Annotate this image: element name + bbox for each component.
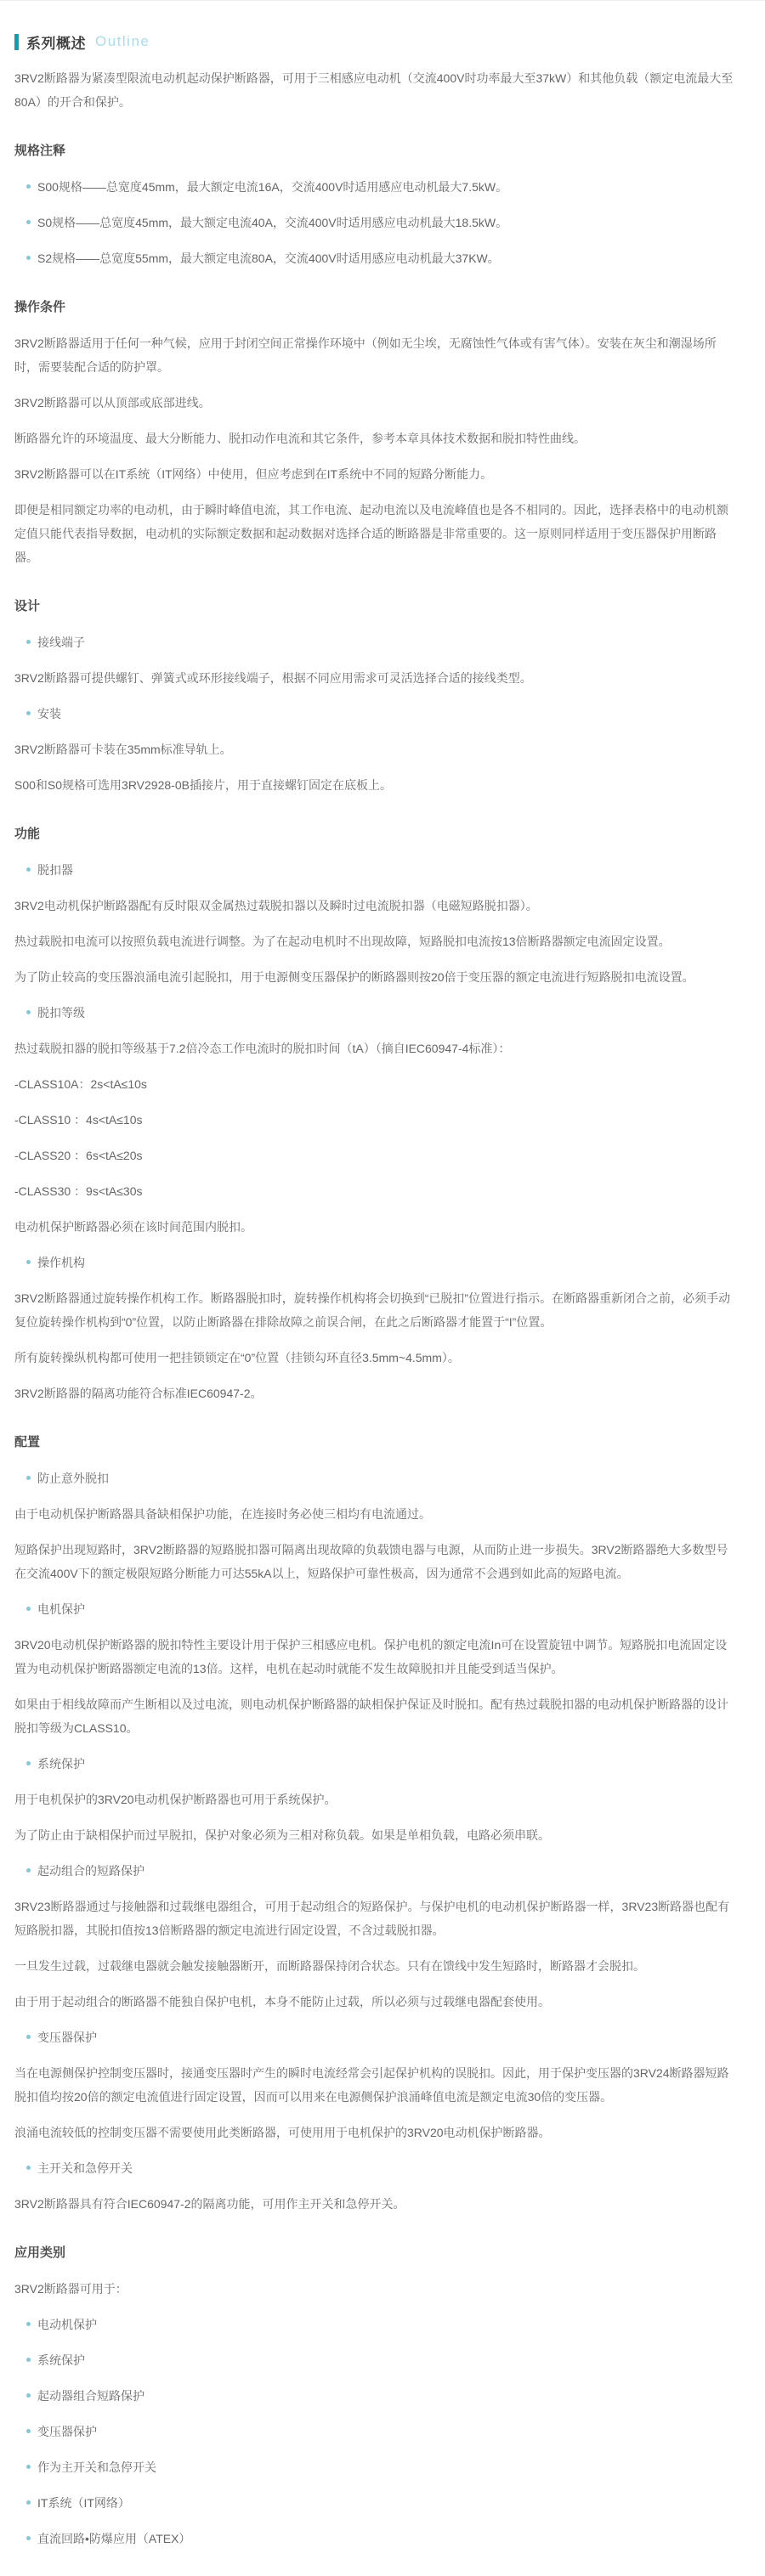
bullet-label: 直流回路•防爆应用（ATEX） (37, 2532, 191, 2545)
bullet-dot-icon (26, 184, 31, 189)
bullet-dot-icon (26, 2536, 31, 2540)
bullet-label: 接线端子 (37, 636, 85, 649)
paragraph: 用于电机保护的3RV20电动机保护断路器也可用于系统保护。 (14, 1793, 337, 1806)
bullet-item (14, 2420, 736, 2443)
section-heading: 应用类别 (14, 2246, 66, 2260)
bullet-dot-icon (26, 2393, 31, 2398)
paragraph: 3RV2电动机保护断路器配有反时限双金属热过载脱扣器以及瞬时过电流脱扣器（电磁短路脱扣器）。 (14, 899, 538, 912)
paragraph: 3RV20电动机保护断路器的脱扣特性主要设计用于保护三相感应电机。保护电机的额定电流In可在设置旋钮中调节。短路脱扣电流固定设置为电动机保护断路器额定电流的13倍。这样，电机在起动时就能不发生故障脱扣并且能受到适当保护。 (14, 1638, 728, 1675)
bullet-dot-icon (26, 640, 31, 644)
bullet-dot-icon (26, 256, 31, 260)
bullet-item (14, 2348, 736, 2372)
paragraph: -CLASS20 ：6s<tA≤20s (14, 1149, 143, 1162)
paragraph: 短路保护出现短路时，3RV2断路器的短路脱扣器可隔离出现故障的负载馈电器与电源，从而防止进一步损失。3RV2断路器绝大多数型号在交流400V下的额定极限短路分断能力可达55kA以上，短路保护可靠性极高，因为通常不会遇到如此高的短路电流。 (14, 1543, 728, 1580)
bullet-dot-icon (26, 1010, 31, 1014)
paragraph: 3RV2断路器可以从顶部或底部进线。 (14, 396, 211, 410)
bullet-item (14, 2491, 736, 2515)
section-heading: 操作条件 (14, 300, 66, 314)
bullet-label: S00规格——总宽度45mm，最大额定电流16A，交流400V时适用感应电动机最大7.5kW。 (37, 180, 508, 194)
paragraph: 一旦发生过载，过载继电器就会触发接触器断开，而断路器保持闭合状态。只有在馈线中发生短路时，断路器才会脱扣。 (14, 1959, 645, 1973)
bullet-label: S2规格——总宽度55mm，最大额定电流80A，交流400V时适用感应电动机最大37KW。 (37, 251, 500, 265)
accent-bar (14, 34, 19, 50)
paragraph: 3RV23断路器通过与接触器和过载继电器组合，可用于起动组合的短路保护。与保护电机的电动机保护断路器一样，3RV23断路器也配有短路脱扣器，其脱扣值按13倍断路器的额定电流进行固定设置，不含过载脱扣器。 (14, 1900, 730, 1937)
bullet-label: 脱扣等级 (37, 1006, 85, 1020)
paragraph: 即便是相同额定功率的电动机，由于瞬时峰值电流，其工作电流、起动电流以及电流峰值也是各不相同的。因此，选择表格中的电动机额定值只能代表指导数据，电动机的实际额定数据和起动数据对选择合适的断路器是非常重要的。这一原则同样适用于变压器保护用断路器。 (14, 503, 728, 564)
bullet-dot-icon (26, 2166, 31, 2170)
bullet-dot-icon (26, 1761, 31, 1765)
bullet-item (14, 2156, 736, 2180)
paragraph: 热过载脱扣电流可以按照负载电流进行调整。为了在起动电机时不出现故障，短路脱扣电流按13倍断路器额定电流固定设置。 (14, 935, 671, 948)
paragraph: 如果由于相线故障而产生断相以及过电流，则电动机保护断路器的缺相保护保证及时脱扣。配有热过载脱扣器的电动机保护断路器的设计脱扣等级为CLASS10。 (14, 1698, 728, 1735)
paragraph: 3RV2断路器通过旋转操作机构工作。断路器脱扣时，旋转操作机构将会切换到“已脱扣”位置进行指示。在断路器重新闭合之前，必须手动复位旋转操作机构到“0”位置，以防止断路器在排除故障之前误合闸，在此之后断路器才能置于“I”位置。 (14, 1291, 731, 1329)
paragraph: 3RV2断路器适用于任何一种气候，应用于封闭空间正常操作环境中（例如无尘埃，无腐蚀性气体或有害气体）。安装在灰尘和潮湿场所时，需要装配合适的防护罩。 (14, 336, 717, 374)
bullet-item (14, 1859, 736, 1883)
section-heading: 配置 (14, 1435, 41, 1449)
bullet-dot-icon (26, 2358, 31, 2362)
bullet-item (14, 1466, 736, 1490)
bullet-dot-icon (26, 1476, 31, 1480)
bullet-item (14, 2313, 736, 2336)
section-title-zh: 系列概述 (26, 35, 86, 52)
paragraph: 3RV2断路器的隔离功能符合标准IEC60947-2。 (14, 1387, 263, 1400)
bullet-label: 变压器保护 (37, 2031, 97, 2044)
bullet-dot-icon (26, 2429, 31, 2433)
bullet-dot-icon (26, 2465, 31, 2469)
bullet-item (14, 630, 736, 654)
bullet-item (14, 2527, 736, 2551)
bullet-dot-icon (26, 1260, 31, 1264)
bullet-dot-icon (26, 1868, 31, 1873)
bullet-dot-icon (26, 2500, 31, 2505)
paragraph: 为了防止由于缺相保护而过早脱扣，保护对象必须为三相对称负载。如果是单相负载，电路必须串联。 (14, 1828, 550, 1842)
bullet-label: 电机保护 (37, 1602, 85, 1616)
section-heading: 功能 (14, 827, 41, 841)
paragraph: -CLASS10A：2s<tA≤10s (14, 1077, 147, 1091)
bullet-item (14, 2455, 736, 2479)
paragraph: 3RV2断路器具有符合IEC60947-2的隔离功能，可用作主开关和急停开关。 (14, 2197, 405, 2211)
paragraph: 当在电源侧保护控制变压器时，接通变压器时产生的瞬时电流经常会引起保护机构的误脱扣。因此，用于保护变压器的3RV24断路器短路脱扣值均按20倍的额定电流值进行固定设置，因而可以用来在电源侧保护浪涌峰值电流是额定电流30倍的变压器。 (14, 2066, 729, 2104)
bullet-item (14, 1597, 736, 1621)
bullet-item (14, 246, 736, 270)
bullet-label: 起动器组合短路保护 (37, 2389, 144, 2403)
bullet-item (14, 702, 736, 726)
bullet-item (14, 1001, 736, 1025)
section-title-en: Outline (95, 33, 150, 49)
bullet-label: 作为主开关和急停开关 (37, 2460, 156, 2474)
bullet-label: 脱扣器 (37, 863, 73, 877)
section-heading: 规格注释 (14, 144, 66, 158)
paragraph: 电动机保护断路器必须在该时间范围内脱扣。 (14, 1220, 252, 1234)
bullet-dot-icon (26, 220, 31, 224)
bullet-label: 防止意外脱扣 (37, 1472, 109, 1485)
bullet-dot-icon (26, 711, 31, 715)
bullet-dot-icon (26, 2322, 31, 2326)
bullet-dot-icon (26, 867, 31, 872)
paragraph: 3RV2断路器可卡装在35mm标准导轨上。 (14, 743, 232, 756)
section-header (14, 32, 736, 51)
bullet-label: S0规格——总宽度45mm，最大额定电流40A，交流400V时适用感应电动机最大18.5kW。 (37, 216, 508, 229)
paragraph: 由于电动机保护断路器具备缺相保护功能，在连接时务必使三相均有电流通过。 (14, 1507, 431, 1521)
bullet-item (14, 2384, 736, 2408)
paragraph: 3RV2断路器可提供螺钉、弹簧式或环形接线端子，根据不同应用需求可灵活选择合适的接线类型。 (14, 671, 532, 685)
bullet-item (14, 1251, 736, 1274)
paragraph: 3RV2断路器可用于： (14, 2282, 128, 2296)
bullet-item (14, 175, 736, 199)
paragraph: 3RV2断路器可以在IT系统（IT网络）中使用，但应考虑到在IT系统中不同的短路分断能力。 (14, 467, 493, 481)
section-heading: 设计 (14, 599, 41, 613)
paragraph: 断路器允许的环境温度、最大分断能力、脱扣动作电流和其它条件，参考本章具体技术数据和脱扣特性曲线。 (14, 432, 586, 445)
document-body (14, 66, 736, 2551)
bullet-dot-icon (26, 1607, 31, 1611)
paragraph: -CLASS30 ：9s<tA≤30s (14, 1184, 143, 1198)
bullet-label: 变压器保护 (37, 2425, 97, 2438)
paragraph: 由于用于起动组合的断路器不能独自保护电机，本身不能防止过载，所以必须与过载继电器配套使用。 (14, 1995, 550, 2008)
paragraph: 3RV2断路器为紧凑型限流电动机起动保护断路器，可用于三相感应电动机（交流400V时功率最大至37kW）和其他负载（额定电流最大至80A）的开合和保护。 (14, 71, 734, 109)
bullet-label: 电动机保护 (37, 2318, 97, 2331)
paragraph: 所有旋转操纵机构都可使用一把挂锁锁定在“0”位置（挂锁勾环直径3.5mm~4.5mm）。 (14, 1351, 460, 1364)
bullet-dot-icon (26, 2035, 31, 2039)
bullet-label: 系统保护 (37, 2353, 85, 2367)
bullet-item (14, 1752, 736, 1776)
bullet-item (14, 2025, 736, 2049)
bullet-label: 起动组合的短路保护 (37, 1864, 144, 1878)
paragraph: 为了防止较高的变压器浪涌电流引起脱扣，用于电源侧变压器保护的断路器则按20倍于变压器的额定电流进行短路脱扣电流设置。 (14, 970, 694, 984)
bullet-label: IT系统（IT网络） (37, 2496, 130, 2510)
bullet-label: 系统保护 (37, 1757, 85, 1771)
bullet-label: 安装 (37, 707, 61, 720)
bullet-item (14, 858, 736, 882)
paragraph: 热过载脱扣器的脱扣等级基于7.2倍冷态工作电流时的脱扣时间（tA）（摘自IEC60947-4标准）： (14, 1042, 511, 1055)
paragraph: -CLASS10 ：4s<tA≤10s (14, 1113, 143, 1127)
bullet-label: 主开关和急停开关 (37, 2161, 133, 2175)
bullet-item (14, 211, 736, 234)
bullet-label: 操作机构 (37, 1256, 85, 1269)
paragraph: S00和S0规格可选用3RV2928-0B插接片，用于直接螺钉固定在底板上。 (14, 778, 392, 792)
paragraph: 浪涌电流较低的控制变压器不需要使用此类断路器，可使用用于电机保护的3RV20电动机保护断路器。 (14, 2126, 551, 2139)
